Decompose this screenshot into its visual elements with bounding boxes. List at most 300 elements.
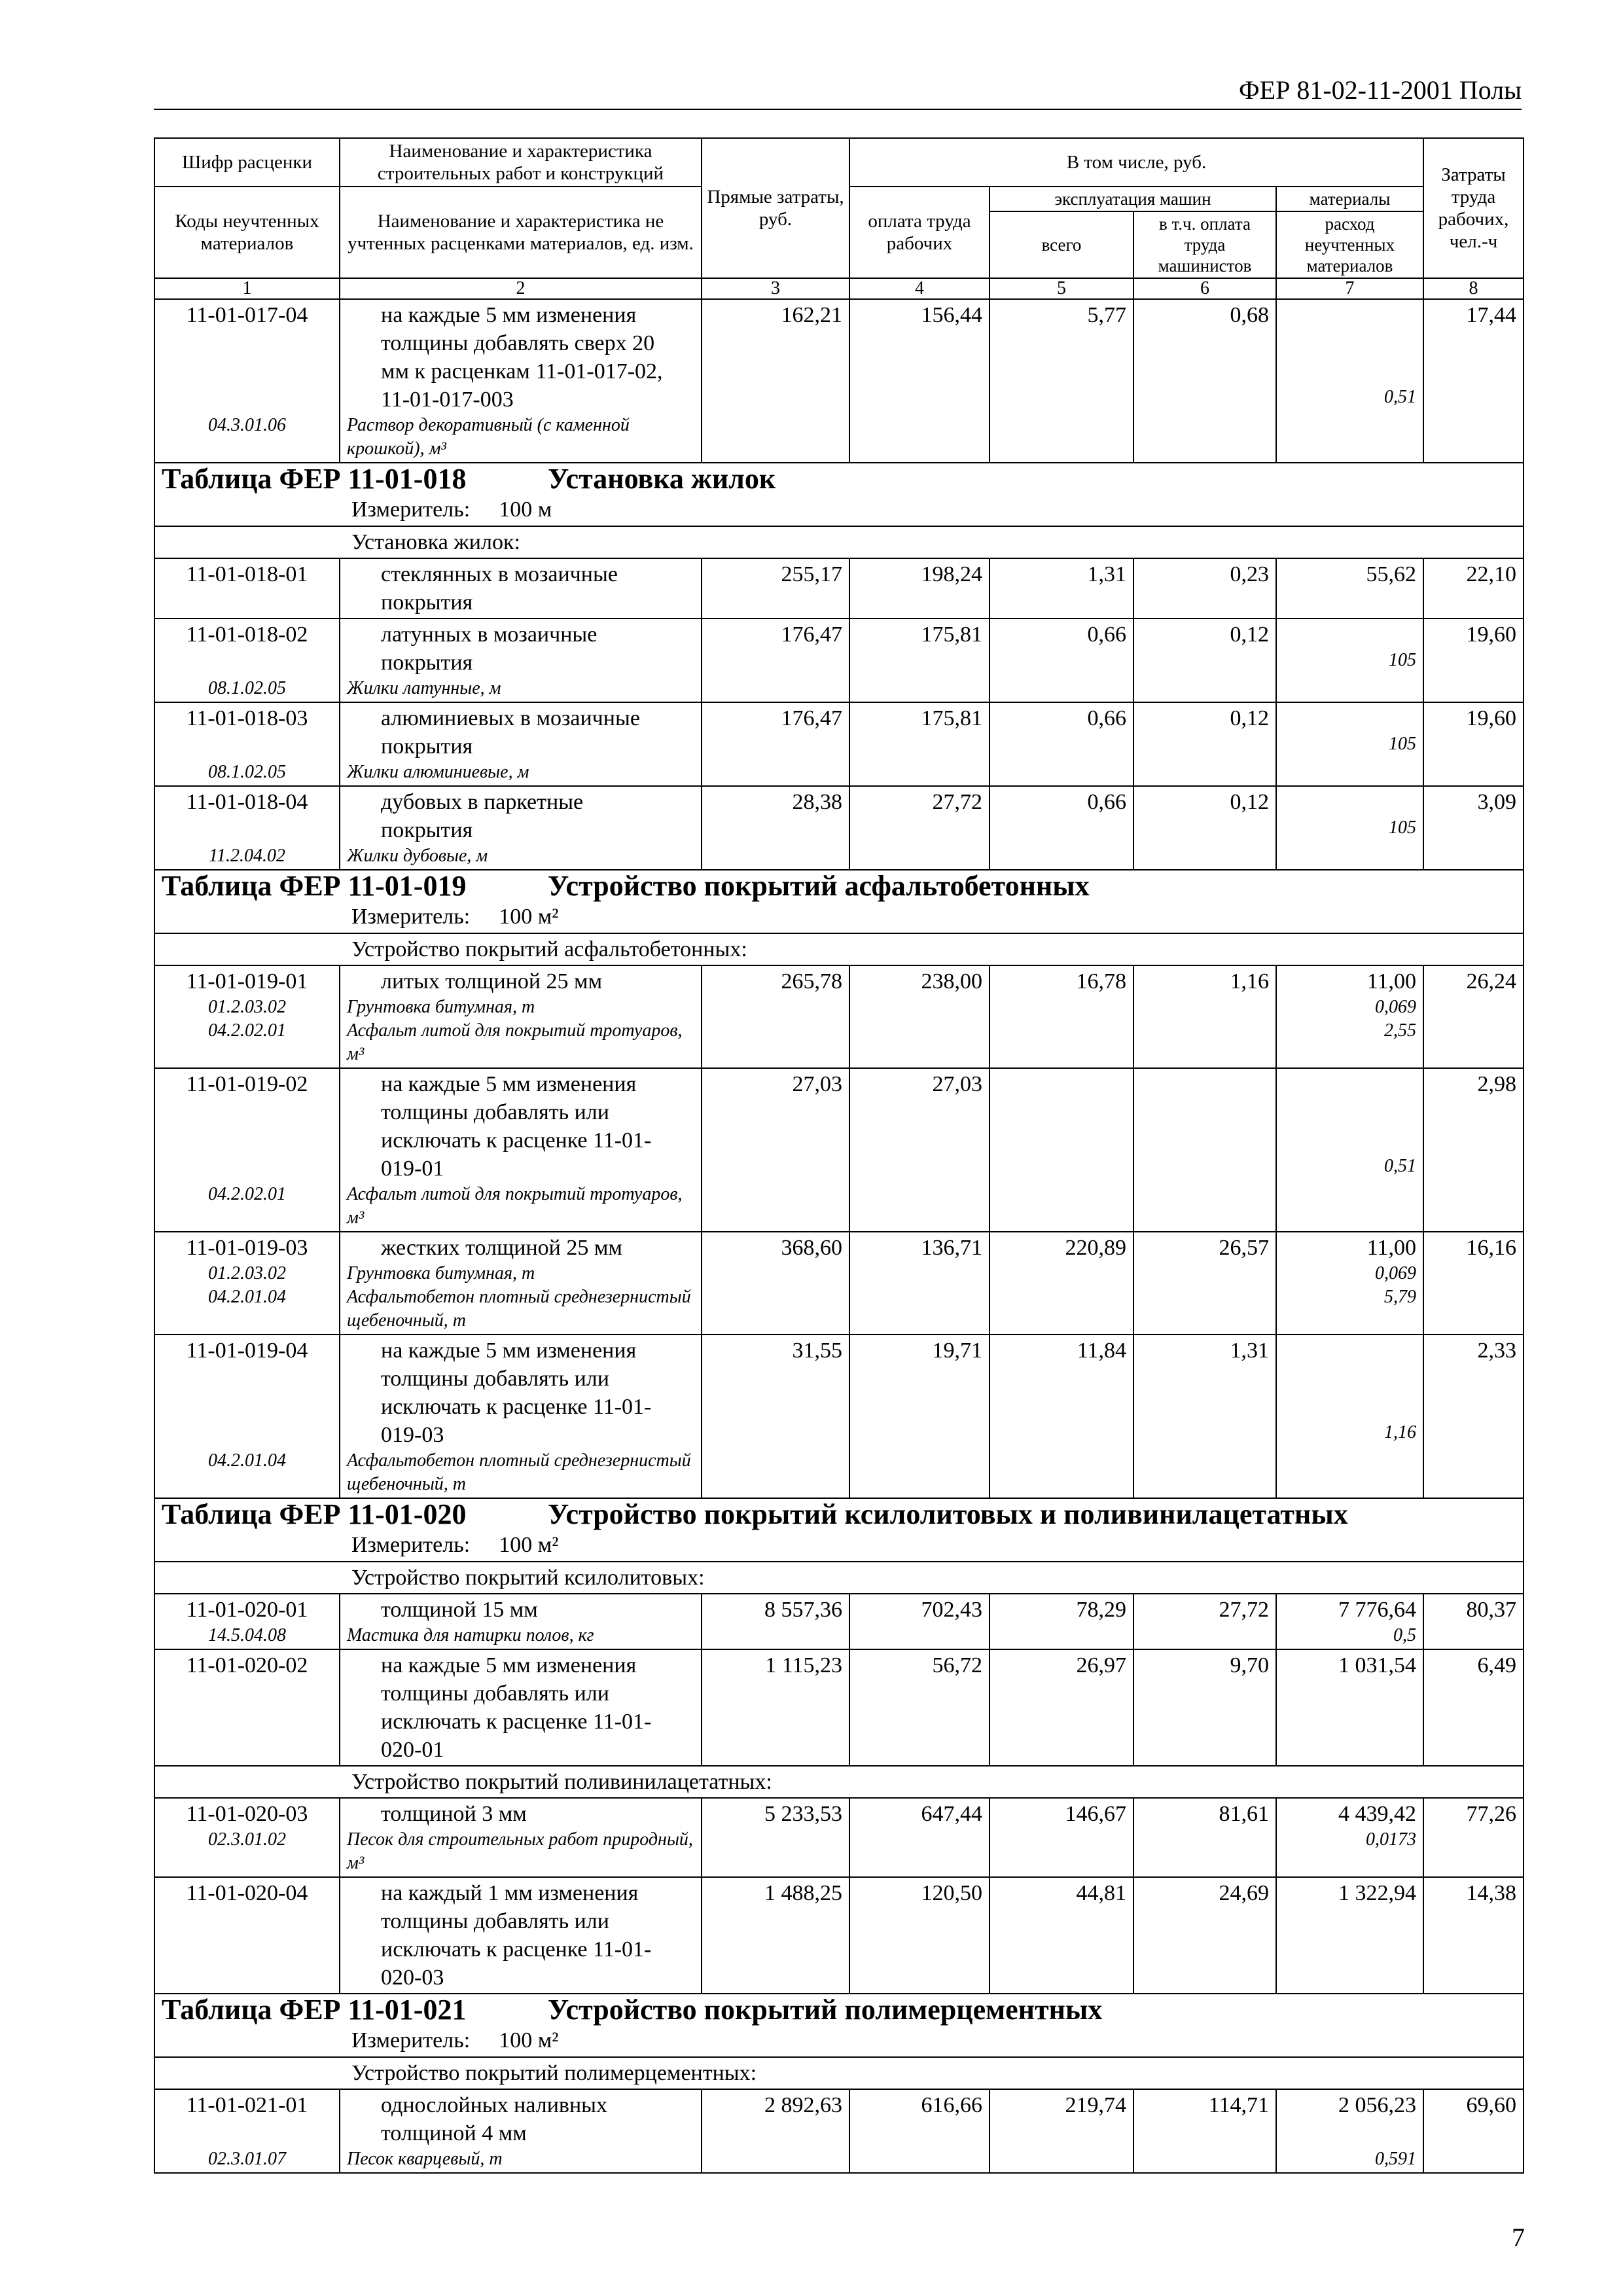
material-qty: 0,5	[1393, 1625, 1416, 1645]
labor-costs: 69,60	[1423, 2089, 1524, 2173]
line-spacer	[1283, 1393, 1416, 1421]
col-index: 8	[1423, 278, 1524, 299]
material-qty: 105	[1389, 817, 1416, 838]
rate-name-cell	[340, 619, 702, 702]
rate-code: 11-01-020-03	[186, 1802, 308, 1826]
material-qty: 0,591	[1375, 2149, 1416, 2169]
group-heading: Устройство покрытий полимерцементных:	[154, 2057, 1524, 2089]
material-code: 02.3.01.02	[208, 1829, 286, 1850]
machinist-wages: 0,12	[1133, 786, 1276, 870]
line-spacer	[162, 816, 332, 844]
rate-name-line: исключать к расценке 11-01-	[381, 1710, 652, 1734]
labor-wages: 56,72	[849, 1649, 990, 1766]
materials-cell	[1276, 1335, 1423, 1498]
line-spacer	[1283, 1070, 1416, 1098]
material-name: Жилки латунные, м	[347, 678, 501, 698]
material-code: 01.2.03.02	[208, 997, 286, 1017]
labor-wages: 702,43	[849, 1594, 990, 1649]
measure-unit	[162, 2026, 1516, 2055]
material-name: Грунтовка битумная, т	[347, 997, 535, 1017]
material-name: Песок для строительных работ природный, м³	[347, 1829, 693, 1873]
labor-costs: 26,24	[1423, 965, 1524, 1068]
material-qty: 2,55	[1384, 1020, 1416, 1041]
table-row	[154, 299, 1524, 463]
group-row	[154, 933, 1524, 965]
material-name: Раствор декоративный (с каменной крошкой), м³	[347, 415, 630, 459]
header-title: ФЕР 81-02-11-2001 Полы	[1239, 75, 1522, 105]
machine-cost: 44,81	[990, 1877, 1133, 1994]
rate-name-cell	[340, 1335, 702, 1498]
line-spacer	[162, 386, 332, 414]
table-code: Таблица ФЕР 11-01-020	[162, 1498, 467, 1530]
machinist-wages: 0,68	[1133, 299, 1276, 463]
rate-code-cell	[154, 619, 340, 702]
table-code: Таблица ФЕР 11-01-018	[162, 463, 467, 495]
rate-code-cell	[154, 299, 340, 463]
table-code: Таблица ФЕР 11-01-019	[162, 870, 467, 902]
col-direct-header: Прямые затраты, руб.	[702, 138, 849, 278]
line-spacer	[162, 1365, 332, 1393]
direct-cost: 176,47	[702, 702, 849, 786]
machinist-wages: 81,61	[1133, 1798, 1276, 1877]
rate-name-line: 019-03	[381, 1423, 444, 1447]
labor-wages: 198,24	[849, 558, 990, 619]
machinist-wages: 1,16	[1133, 965, 1276, 1068]
materials-cost: 4 439,42	[1338, 1802, 1416, 1826]
rate-code: 11-01-019-04	[186, 1338, 308, 1363]
rate-code: 11-01-020-01	[186, 1598, 308, 1622]
materials-cell	[1276, 1798, 1423, 1877]
measure-value: 100 м²	[499, 1533, 559, 1557]
machine-cost: 5,77	[990, 299, 1133, 463]
table-row	[154, 2089, 1524, 2173]
labor-costs: 3,09	[1423, 786, 1524, 870]
rate-name-line: стеклянных в мозаичные	[381, 562, 618, 586]
material-code: 04.2.02.01	[208, 1020, 286, 1041]
material-name: Грунтовка битумная, т	[347, 1263, 535, 1283]
col-machines-header: эксплуатация машин	[990, 187, 1276, 211]
rate-name-line: латунных в мозаичные	[381, 622, 597, 647]
rate-name-line: дубовых в паркетные	[381, 790, 584, 814]
labor-wages: 175,81	[849, 702, 990, 786]
machine-cost: 16,78	[990, 965, 1133, 1068]
table-row	[154, 1068, 1524, 1232]
materials-cell	[1276, 1649, 1423, 1766]
material-name: Песок кварцевый, т	[347, 2149, 503, 2169]
rate-code-cell	[154, 1335, 340, 1498]
group-heading: Установка жилок:	[154, 526, 1524, 558]
rate-code-cell	[154, 1594, 340, 1649]
direct-cost: 1 488,25	[702, 1877, 849, 1994]
line-spacer	[1283, 704, 1416, 732]
labor-wages: 175,81	[849, 619, 990, 702]
machinist-wages: 24,69	[1133, 1877, 1276, 1994]
line-spacer	[162, 1155, 332, 1183]
material-code: 04.2.01.04	[208, 1287, 286, 1307]
machinist-wages: 9,70	[1133, 1649, 1276, 1766]
labor-costs: 80,37	[1423, 1594, 1524, 1649]
materials-cost: 2 056,23	[1338, 2093, 1416, 2117]
measure-label: Измеритель:	[351, 905, 471, 929]
rate-name-cell	[340, 702, 702, 786]
material-code: 14.5.04.08	[208, 1625, 286, 1645]
table-row	[154, 702, 1524, 786]
material-name: Жилки алюминиевые, м	[347, 762, 529, 782]
rate-name-line: литых толщиной 25 мм	[381, 969, 603, 994]
group-heading: Устройство покрытий поливинилацетатных:	[154, 1766, 1524, 1798]
rate-name-line: 020-01	[381, 1738, 444, 1762]
col-mach-total-header: всего	[990, 211, 1133, 278]
measure-label: Измеритель:	[351, 1533, 471, 1557]
materials-cost: 11,00	[1366, 969, 1416, 994]
materials-cell	[1276, 1068, 1423, 1232]
machine-cost: 0,66	[990, 702, 1133, 786]
rate-code: 11-01-020-04	[186, 1881, 308, 1905]
col-matcode-header: Коды неучтенных материалов	[154, 187, 340, 278]
machinist-wages: 0,12	[1133, 702, 1276, 786]
col-wages-header: оплата труда рабочих	[849, 187, 990, 278]
material-qty: 105	[1389, 734, 1416, 754]
rate-name-line: алюминиевых в мозаичные	[381, 706, 640, 730]
rate-code: 11-01-021-01	[186, 2093, 308, 2117]
rate-code: 11-01-018-03	[186, 706, 308, 730]
direct-cost: 265,78	[702, 965, 849, 1068]
line-spacer	[162, 329, 332, 357]
labor-wages: 19,71	[849, 1335, 990, 1498]
rate-code-cell	[154, 702, 340, 786]
group-row	[154, 1562, 1524, 1594]
machine-cost: 146,67	[990, 1798, 1133, 1877]
materials-cell	[1276, 786, 1423, 870]
machinist-wages: 26,57	[1133, 1232, 1276, 1335]
line-spacer	[1283, 1336, 1416, 1365]
table-title: Устройство покрытий полимерцементных	[548, 1994, 1103, 2026]
line-spacer	[1283, 329, 1416, 357]
labor-wages: 27,72	[849, 786, 990, 870]
direct-cost: 368,60	[702, 1232, 849, 1335]
line-spacer	[162, 1126, 332, 1155]
rate-name-line: исключать к расценке 11-01-	[381, 1128, 652, 1153]
material-name: Жилки дубовые, м	[347, 846, 488, 866]
materials-cost: 1 031,54	[1338, 1653, 1416, 1677]
materials-cell	[1276, 702, 1423, 786]
labor-costs: 19,60	[1423, 702, 1524, 786]
table-heading-cell	[154, 1994, 1524, 2057]
rate-code-cell	[154, 1649, 340, 1766]
material-name: Асфальтобетон плотный среднезернистый щебеночный, т	[347, 1287, 691, 1331]
rate-name-cell	[340, 1232, 702, 1335]
page-header	[154, 71, 1522, 110]
rate-code-cell	[154, 1068, 340, 1232]
materials-cell	[1276, 299, 1423, 463]
col-index: 6	[1133, 278, 1276, 299]
line-spacer	[1283, 357, 1416, 386]
machine-cost: 220,89	[990, 1232, 1133, 1335]
labor-wages: 238,00	[849, 965, 990, 1068]
materials-cell	[1276, 558, 1423, 619]
materials-cell	[1276, 1594, 1423, 1649]
rate-code-cell	[154, 2089, 340, 2173]
machine-cost: 26,97	[990, 1649, 1133, 1766]
group-heading: Устройство покрытий асфальтобетонных:	[154, 933, 1524, 965]
line-spacer	[1283, 1365, 1416, 1393]
rate-name-line: толщины добавлять или	[381, 1681, 609, 1706]
rate-name-cell	[340, 299, 702, 463]
machinist-wages: 27,72	[1133, 1594, 1276, 1649]
rate-code-cell	[154, 1232, 340, 1335]
rate-name-line: однослойных наливных	[381, 2093, 607, 2117]
rate-code: 11-01-018-02	[186, 622, 308, 647]
rate-name-cell	[340, 1068, 702, 1232]
rate-code-cell	[154, 1798, 340, 1877]
index-row	[154, 278, 1524, 299]
measure-unit	[162, 903, 1516, 931]
measure-value: 100 м²	[499, 905, 559, 929]
labor-wages: 27,03	[849, 1068, 990, 1232]
col-index: 4	[849, 278, 990, 299]
materials-cell	[1276, 2089, 1423, 2173]
col-index: 3	[702, 278, 849, 299]
rate-name-cell	[340, 1877, 702, 1994]
line-spacer	[162, 2119, 332, 2147]
rate-name-cell	[340, 965, 702, 1068]
labor-costs: 19,60	[1423, 619, 1524, 702]
rate-name-line: толщины добавлять или	[381, 1909, 609, 1933]
col-index: 2	[340, 278, 702, 299]
material-qty: 0,51	[1384, 387, 1416, 407]
material-qty: 0,069	[1375, 1263, 1416, 1283]
material-qty: 0,0173	[1366, 1829, 1416, 1850]
measure-label: Измеритель:	[351, 2028, 471, 2053]
rate-code: 11-01-019-01	[186, 969, 308, 994]
material-name: Асфальтобетон плотный среднезернистый щебеночный, т	[347, 1450, 691, 1494]
rate-code-cell	[154, 1877, 340, 1994]
material-qty: 0,51	[1384, 1156, 1416, 1176]
labor-costs: 22,10	[1423, 558, 1524, 619]
rate-name-line: жестких толщиной 25 мм	[381, 1236, 622, 1260]
materials-cost: 1 322,94	[1338, 1881, 1416, 1905]
rate-name-line: покрытия	[381, 651, 473, 675]
rate-name-line: покрытия	[381, 734, 473, 759]
rate-code: 11-01-020-02	[186, 1653, 308, 1677]
material-code: 11.2.04.02	[209, 846, 285, 866]
rate-code: 11-01-018-01	[186, 562, 308, 586]
machinist-wages: 0,12	[1133, 619, 1276, 702]
rate-name-line: 019-01	[381, 1157, 444, 1181]
rate-code: 11-01-019-03	[186, 1236, 308, 1260]
col-materials-header: материалы	[1276, 187, 1423, 211]
rate-name-line: на каждый 1 мм изменения	[381, 1881, 639, 1905]
machine-cost	[990, 1068, 1133, 1232]
material-code: 08.1.02.05	[208, 762, 286, 782]
line-spacer	[1283, 788, 1416, 816]
rate-code-cell	[154, 965, 340, 1068]
group-row	[154, 526, 1524, 558]
table-row	[154, 1232, 1524, 1335]
labor-costs: 77,26	[1423, 1798, 1524, 1877]
rate-name-line: покрытия	[381, 818, 473, 842]
material-qty: 0,069	[1375, 997, 1416, 1017]
materials-cost: 11,00	[1366, 1236, 1416, 1260]
materials-cell	[1276, 1877, 1423, 1994]
material-qty: 5,79	[1384, 1287, 1416, 1307]
table-title: Устройство покрытий ксилолитовых и поливинилацетатных	[548, 1498, 1348, 1530]
col-labor-header: Затраты труда рабочих, чел.-ч	[1423, 138, 1524, 278]
table-heading-cell	[154, 870, 1524, 933]
direct-cost: 8 557,36	[702, 1594, 849, 1649]
group-row	[154, 1766, 1524, 1798]
rate-name-line: толщиной 15 мм	[381, 1598, 538, 1622]
labor-costs: 17,44	[1423, 299, 1524, 463]
line-spacer	[1283, 620, 1416, 649]
labor-costs: 16,16	[1423, 1232, 1524, 1335]
machine-cost: 78,29	[990, 1594, 1133, 1649]
material-qty: 1,16	[1384, 1422, 1416, 1443]
material-code: 04.3.01.06	[208, 415, 286, 435]
header-row-1	[154, 138, 1524, 187]
rate-name-cell	[340, 558, 702, 619]
material-qty: 105	[1389, 650, 1416, 670]
col-machinist-header: в т.ч. оплата труда машинистов	[1133, 211, 1276, 278]
machinist-wages: 0,23	[1133, 558, 1276, 619]
col-index: 7	[1276, 278, 1423, 299]
line-spacer	[162, 649, 332, 677]
table-row	[154, 1649, 1524, 1766]
rate-code-cell	[154, 558, 340, 619]
rate-name-line: мм к расценкам 11-01-017-02,	[381, 359, 663, 384]
labor-wages: 120,50	[849, 1877, 990, 1994]
rates-table	[154, 137, 1524, 2174]
material-code: 04.2.01.04	[208, 1450, 286, 1471]
machinist-wages: 1,31	[1133, 1335, 1276, 1498]
labor-costs: 2,98	[1423, 1068, 1524, 1232]
table-row	[154, 1877, 1524, 1994]
direct-cost: 2 892,63	[702, 2089, 849, 2173]
direct-cost: 176,47	[702, 619, 849, 702]
direct-cost: 255,17	[702, 558, 849, 619]
rate-name-line: толщиной 3 мм	[381, 1802, 527, 1826]
labor-wages: 616,66	[849, 2089, 990, 2173]
materials-cost: 7 776,64	[1338, 1598, 1416, 1622]
rate-name-line: исключать к расценке 11-01-	[381, 1395, 652, 1419]
direct-cost: 31,55	[702, 1335, 849, 1498]
measure-unit	[162, 495, 1516, 524]
rate-name-cell	[340, 1594, 702, 1649]
table-row	[154, 1335, 1524, 1498]
rate-code: 11-01-018-04	[186, 790, 308, 814]
page-number: 7	[1512, 2223, 1525, 2252]
table-code: Таблица ФЕР 11-01-021	[162, 1994, 467, 2026]
line-spacer	[1283, 2119, 1416, 2147]
measure-unit	[162, 1531, 1516, 1560]
rate-name-line: покрытия	[381, 590, 473, 615]
table-row	[154, 1594, 1524, 1649]
table-row	[154, 965, 1524, 1068]
col-incl-header: В том числе, руб.	[849, 138, 1423, 187]
labor-wages: 156,44	[849, 299, 990, 463]
group-row	[154, 2057, 1524, 2089]
material-code: 08.1.02.05	[208, 678, 286, 698]
line-spacer	[162, 732, 332, 761]
measure-value: 100 м	[499, 497, 552, 522]
rate-name-line: 020-03	[381, 1965, 444, 1990]
rate-name-cell	[340, 2089, 702, 2173]
line-spacer	[1283, 301, 1416, 329]
rate-name-line: толщины добавлять сверх 20	[381, 331, 655, 355]
machine-cost: 0,66	[990, 619, 1133, 702]
labor-costs: 6,49	[1423, 1649, 1524, 1766]
materials-cost: 55,62	[1366, 562, 1416, 586]
material-name: Асфальт литой для покрытий тротуаров, м³	[347, 1020, 683, 1064]
rate-name-line: 11-01-017-003	[381, 387, 514, 412]
table-section-header	[154, 1994, 1524, 2057]
rate-name-line: толщиной 4 мм	[381, 2121, 527, 2145]
machine-cost: 11,84	[990, 1335, 1133, 1498]
machine-cost: 0,66	[990, 786, 1133, 870]
rate-name-line: толщины добавлять или	[381, 1100, 609, 1124]
col-index: 5	[990, 278, 1133, 299]
machinist-wages: 114,71	[1133, 2089, 1276, 2173]
direct-cost: 28,38	[702, 786, 849, 870]
rate-name-cell	[340, 1798, 702, 1877]
direct-cost: 162,21	[702, 299, 849, 463]
rate-name-line: на каждые 5 мм изменения	[381, 303, 637, 327]
line-spacer	[1283, 1098, 1416, 1126]
materials-cell	[1276, 619, 1423, 702]
line-spacer	[162, 1421, 332, 1449]
table-heading-cell	[154, 463, 1524, 526]
materials-cell	[1276, 965, 1423, 1068]
machine-cost: 219,74	[990, 2089, 1133, 2173]
line-spacer	[162, 1393, 332, 1421]
material-name: Асфальт литой для покрытий тротуаров, м³	[347, 1184, 683, 1228]
rate-name-line: на каждые 5 мм изменения	[381, 1338, 637, 1363]
line-spacer	[1283, 1126, 1416, 1155]
direct-cost: 27,03	[702, 1068, 849, 1232]
col-matusage-header: расход неучтенных материалов	[1276, 211, 1423, 278]
rate-name-line: на каждые 5 мм изменения	[381, 1072, 637, 1096]
labor-wages: 647,44	[849, 1798, 990, 1877]
machine-cost: 1,31	[990, 558, 1133, 619]
table-section-header	[154, 870, 1524, 933]
group-heading: Устройство покрытий ксилолитовых:	[154, 1562, 1524, 1594]
line-spacer	[162, 1098, 332, 1126]
table-heading-cell	[154, 1498, 1524, 1562]
table-row	[154, 558, 1524, 619]
labor-costs: 14,38	[1423, 1877, 1524, 1994]
table-title: Установка жилок	[548, 463, 776, 495]
col-index: 1	[154, 278, 340, 299]
materials-cell	[1276, 1232, 1423, 1335]
table-row	[154, 786, 1524, 870]
direct-cost: 1 115,23	[702, 1649, 849, 1766]
material-code: 04.2.02.01	[208, 1184, 286, 1204]
material-code: 02.3.01.07	[208, 2149, 286, 2169]
rate-name-line: на каждые 5 мм изменения	[381, 1653, 637, 1677]
rate-name-cell	[340, 786, 702, 870]
table-title: Устройство покрытий асфальтобетонных	[548, 870, 1090, 902]
machinist-wages	[1133, 1068, 1276, 1232]
table-section-header	[154, 1498, 1524, 1562]
col-matname-header: Наименование и характеристика не учтенных расценками материалов, ед. изм.	[340, 187, 702, 278]
col-code-header: Шифр расценки	[154, 138, 340, 187]
direct-cost: 5 233,53	[702, 1798, 849, 1877]
labor-costs: 2,33	[1423, 1335, 1524, 1498]
table-row	[154, 619, 1524, 702]
labor-wages: 136,71	[849, 1232, 990, 1335]
rate-code: 11-01-017-04	[186, 303, 308, 327]
rate-code: 11-01-019-02	[186, 1072, 308, 1096]
